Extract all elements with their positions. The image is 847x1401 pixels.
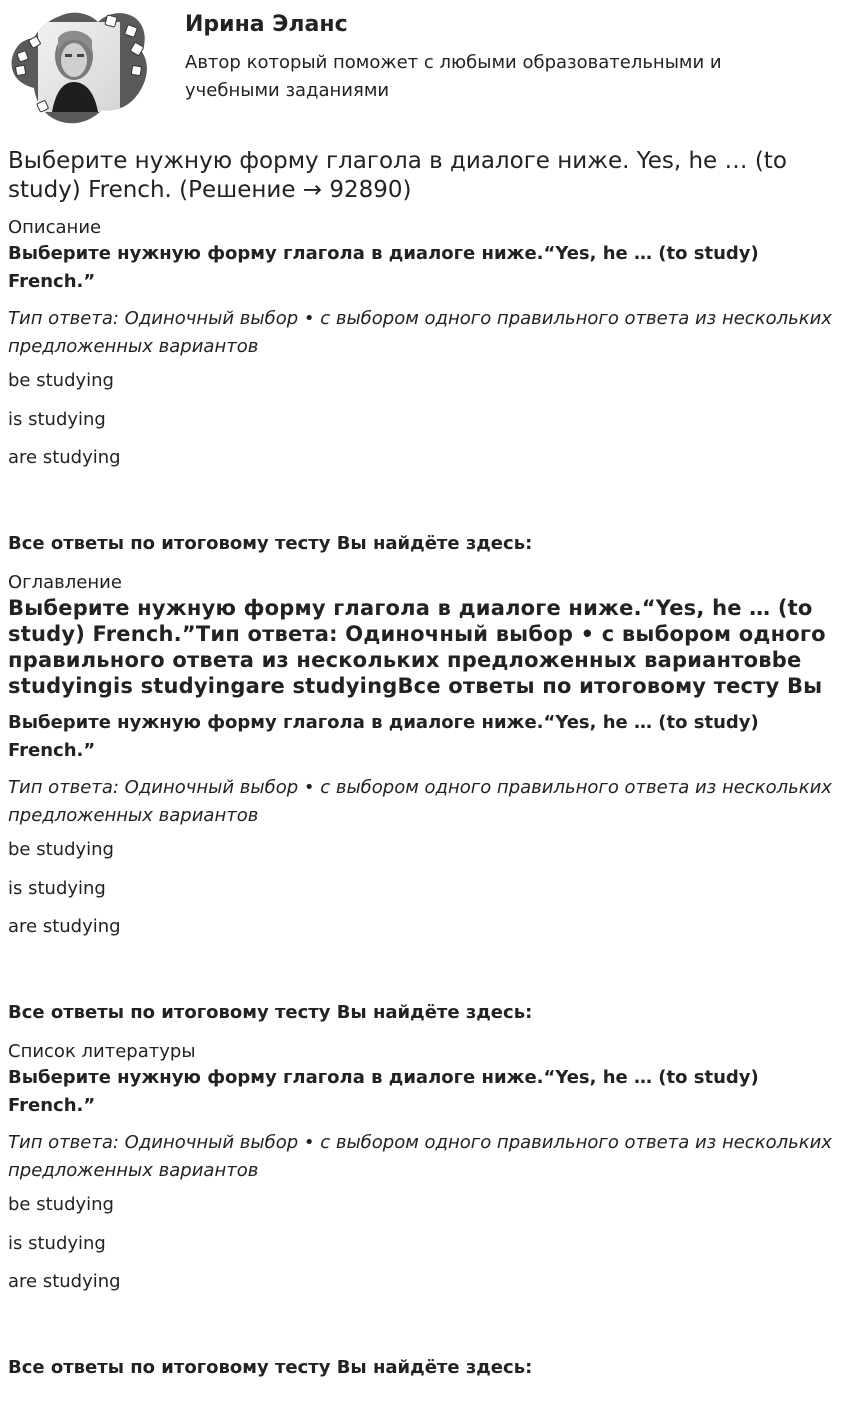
author-name[interactable]: Ирина Эланс [185, 12, 348, 37]
option-item: are studying [8, 447, 121, 468]
answer-type: Тип ответа: Одиночный выбор • с выбором одного правильного ответа из нескольких предложенных вариантов [8, 308, 832, 357]
question-text: Выберите нужную форму глагола в диалоге ниже.“Yes, he … (to study) French.” [8, 243, 759, 292]
option-item: be studying [8, 839, 114, 860]
option-item: is studying [8, 408, 106, 430]
answer-type: Тип ответа: Одиночный выбор • с выбором одного правильного ответа из нескольких предложенных вариантов [8, 1132, 832, 1181]
question-text: Выберите нужную форму глагола в диалоге ниже.“Yes, he … (to study) French.” [8, 712, 759, 761]
section-toc [8, 571, 843, 1023]
all-answers-link[interactable]: Все ответы по итоговому тесту Вы найдёте здесь: [8, 1002, 533, 1023]
section-label: Описание [8, 217, 102, 238]
all-answers-link[interactable]: Все ответы по итоговому тесту Вы найдёте здесь: [8, 1357, 533, 1378]
options-list [8, 1191, 843, 1296]
option-item: are studying [8, 1271, 121, 1292]
option-item: be studying [8, 1194, 114, 1215]
author-avatar[interactable] [8, 8, 150, 126]
option-item: is studying [8, 877, 106, 899]
toc-link[interactable]: Выберите нужную форму глагола в диалоге ниже.“Yes, he … (to study) French.”Тип ответа: Одиночный выбор • с выбором одного правильного ответа из нескольких предложенных вариантовbe studyingis studyingare studyingВсе ответы по итоговому тесту Вы [8, 596, 826, 698]
author-description: Автор который поможет с любыми образовательными и учебными заданиями [185, 52, 722, 101]
option-item: is studying [8, 1232, 106, 1254]
option-item: are studying [8, 916, 121, 937]
author-header [8, 0, 843, 140]
page [8, 0, 843, 1378]
option-item: be studying [8, 370, 114, 391]
options-list [8, 836, 843, 941]
section-label: Список литературы [8, 1041, 196, 1062]
section-label: Оглавление [8, 572, 122, 593]
options-list [8, 367, 843, 472]
section-bibliography [8, 1040, 843, 1378]
section-description [8, 216, 843, 554]
answer-type: Тип ответа: Одиночный выбор • с выбором одного правильного ответа из нескольких предложенных вариантов [8, 777, 832, 826]
all-answers-link[interactable]: Все ответы по итоговому тесту Вы найдёте здесь: [8, 533, 533, 554]
question-text: Выберите нужную форму глагола в диалоге ниже.“Yes, he … (to study) French.” [8, 1067, 759, 1116]
page-title: Выберите нужную форму глагола в диалоге ниже. Yes, he … (to study) French. (Решение → 92890) [8, 148, 787, 203]
